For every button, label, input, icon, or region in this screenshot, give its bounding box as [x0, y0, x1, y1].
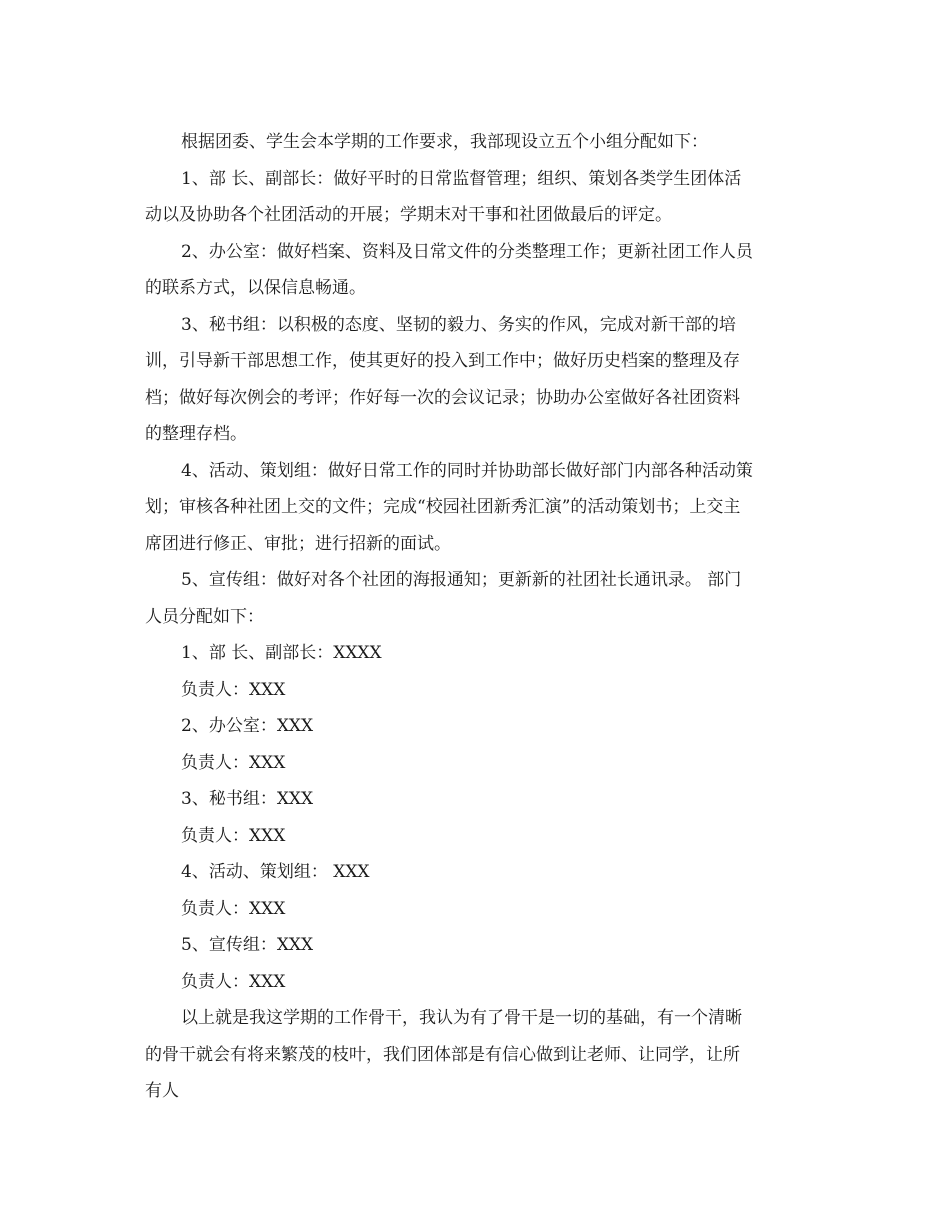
text-line-19: 3、秘书组：XXX — [181, 789, 314, 809]
text-line-10: 4、活动、策划组：做好日常工作的同时并协助部长做好部门内部各种活动策 — [181, 460, 753, 481]
text-line-18: 负责人：XXX — [181, 752, 286, 773]
text-line-23: 5、宣传组：XXX — [181, 935, 314, 955]
text-line-12: 席团进行修正、审批；进行招新的面试。 — [145, 533, 451, 554]
text-line-9: 的整理存档。 — [145, 424, 247, 444]
text-line-26: 的骨干就会有将来繁茂的枝叶，我们团体部是有信心做到让老师、让同学，让所 — [145, 1044, 740, 1065]
text-line-21: 4、活动、策划组： XXX — [181, 862, 370, 882]
text-line-1: 根据团委、学生会本学期的工作要求，我部现设立五个小组分配如下： — [181, 132, 708, 152]
text-line-13: 5、宣传组：做好对各个社团的海报通知；更新新的社团社长通讯录。 部门 — [181, 570, 742, 590]
text-line-3: 动以及协助各个社团活动的开展；学期末对干事和社团做最后的评定。 — [145, 205, 672, 225]
text-line-11: 划；审核各种社团上交的文件；完成“校园社团新秀汇演”的活动策划书；上交主 — [145, 497, 741, 517]
text-line-22: 负责人：XXX — [181, 898, 286, 919]
document-body — [145, 124, 809, 1110]
text-line-2: 1、部 长、副部长：做好平时的日常监督管理；组织、策划各类学生团体活 — [181, 168, 742, 189]
text-line-7: 训，引导新干部思想工作，使其更好的投入到工作中；做好历史档案的整理及存 — [145, 351, 740, 371]
text-line-25: 以上就是我这学期的工作骨干，我认为有了骨干是一切的基础，有一个清晰 — [181, 1008, 742, 1028]
text-line-4: 2、办公室：做好档案、资料及日常文件的分类整理工作；更新社团工作人员 — [181, 241, 753, 262]
text-line-16: 负责人：XXX — [181, 679, 286, 700]
text-line-8: 档；做好每次例会的考评；作好每一次的会议记录；协助办公室做好各社团资料 — [145, 387, 740, 408]
text-line-15: 1、部 长、副部长：XXXX — [181, 643, 382, 663]
text-line-6: 3、秘书组：以积极的态度、坚韧的毅力、务实的作风，完成对新干部的培 — [181, 314, 736, 335]
text-line-27: 有人 — [145, 1081, 179, 1101]
text-line-14: 人员分配如下： — [145, 606, 264, 627]
text-line-5: 的联系方式，以保信息畅通。 — [145, 278, 366, 298]
text-line-20: 负责人：XXX — [181, 825, 286, 846]
text-line-24: 负责人：XXX — [181, 971, 286, 992]
text-line-17: 2、办公室：XXX — [181, 716, 314, 736]
